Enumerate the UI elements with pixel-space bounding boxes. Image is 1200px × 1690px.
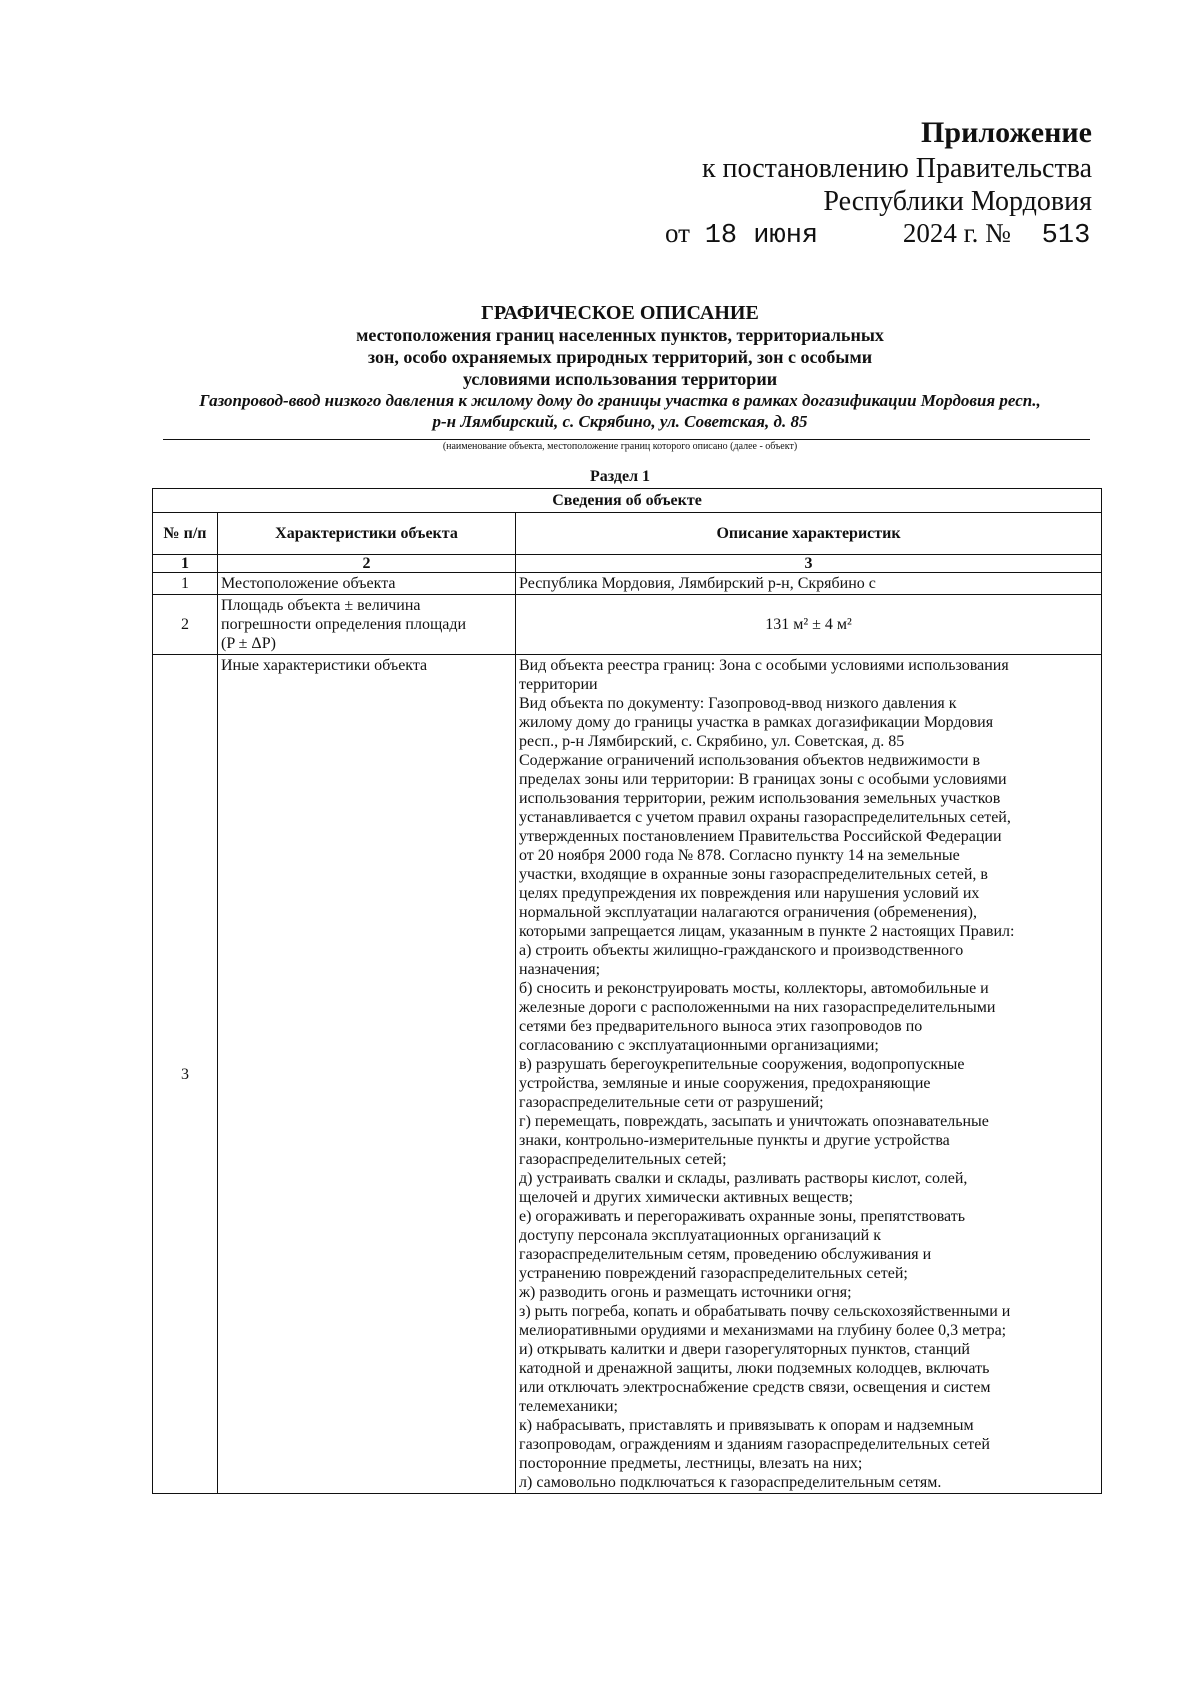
table-header-row [153,513,1102,555]
column-number: 2 [218,555,516,573]
row-description: 131 м² ± 4 м² [516,595,1102,655]
description-line: или отключать электроснабжение средств связи, освещения и систем [519,1379,991,1396]
description-line: Содержание ограничений использования объектов недвижимости в [519,752,980,769]
document-title: ГРАФИЧЕСКОЕ ОПИСАНИЕ [481,302,759,324]
appendix-title: Приложение [921,116,1092,149]
table-row [153,655,1102,1494]
column-number: 1 [153,555,218,573]
appendix-line-1: к постановлению Правительства [701,153,1092,184]
description-line: з) рыть погреба, копать и обрабатывать почву сельскохозяйственными и [519,1303,1011,1320]
date-year: 2024 г. № [902,218,1011,248]
description-line: респ., р-н Лямбирский, с. Скрябино, ул. Советская, д. 85 [519,733,905,750]
description-line: газораспределительным сетям, проведению обслуживания и [519,1246,932,1263]
description-line: устранению повреждений газораспределительных сетей; [519,1265,908,1282]
description-line: железные дороги с расположенными на них газораспределительными [519,999,996,1016]
description-line: Вид объекта реестра границ: Зона с особыми условиями использования [519,657,1009,674]
row-characteristic: Местоположение объекта [218,573,516,595]
description-line: пределах зоны или территории: В границах зоны с особыми условиями [519,771,1007,788]
date-prefix: от [665,218,690,248]
description-line: сетями без предварительного выноса этих газопроводов по [519,1018,923,1035]
title-sub-line: зон, особо охраняемых природных территорий, зон с особыми [367,347,873,367]
description-line: нормальной эксплуатации налагаются ограничения (обременения), [519,904,977,921]
description-line: к) набрасывать, приставлять и привязывать к опорам и надземным [519,1417,974,1434]
appendix-date [665,218,1090,251]
description-line: территории [519,676,598,693]
row-number: 1 [153,573,218,595]
table-row [153,595,1102,655]
appendix-line-2: Республики Мордовия [823,186,1092,217]
description-line: участки, входящие в охранные зоны газораспределительных сетей, в [519,866,988,883]
characteristic-line: (P ± ΔP) [221,635,276,652]
description-line: использования территории, режим использования земельных участков [519,790,1001,807]
description-line: газопроводам, ограждениям и зданиям газораспределительных сетей [519,1436,990,1453]
description-line: от 20 ноября 2000 года № 878. Согласно пункту 14 на земельные [519,847,960,864]
description-line: в) разрушать берегоукрепительные сооружения, водопропускные [519,1056,965,1073]
title-sub-line: местоположения границ населенных пунктов, территориальных [356,325,884,345]
column-header-characteristic: Характеристики объекта [218,513,516,555]
description-line: катодной и дренажной защиты, люки подземных колодцев, включать [519,1360,990,1377]
description-line: л) самовольно подключаться к газораспределительным сетям. [519,1474,942,1491]
section-title: Раздел 1 [589,468,651,485]
column-header-description: Описание характеристик [516,513,1102,555]
title-sub-line: условиями использования территории [462,369,778,389]
description-line: е) огораживать и перегораживать охранные зоны, препятствовать [519,1208,966,1225]
table-row [153,573,1102,595]
description-line: щелочей и других химически активных веществ; [519,1189,854,1206]
table-caption: Сведения об объекте [153,489,1102,513]
description-line: д) устраивать свалки и склады, разливать растворы кислот, солей, [519,1170,968,1187]
description-line: которыми запрещается лицам, указанным в пункте 2 настоящих Правил: [519,923,1015,940]
row-number: 2 [153,595,218,655]
description-line: утвержденных постановлением Правительства Российской Федерации [519,828,1002,845]
object-info-table [152,488,1102,1494]
description-line: целях предупреждения их повреждения или нарушения условий их [519,885,980,902]
object-name-line: р-н Лямбирский, с. Скрябино, ул. Советская, д. 85 [432,412,808,431]
column-number-row [153,555,1102,573]
title-block [140,302,1100,432]
row-number: 3 [153,655,218,1494]
object-name-underline [163,439,1090,440]
description-line: б) сносить и реконструировать мосты, коллекторы, автомобильные и [519,980,989,997]
description-line: ж) разводить огонь и размещать источники огня; [519,1284,852,1301]
description-line: жилому дому до границы участка в рамках догазификации Мордовия [519,714,994,731]
description-line: телемеханики; [519,1398,618,1415]
row-characteristic [218,595,516,655]
characteristic-line: Площадь объекта ± величина [221,597,421,614]
row-description: Республика Мордовия, Лямбирский р-н, Скрябино с [516,573,1102,595]
object-name-line: Газопровод-ввод низкого давления к жилому дому до границы участка в рамках догазификации Мордовия респ., [199,391,1041,410]
object-name-caption: (наименование объекта, местоположение границ которого описано (далее - объект) [442,441,798,452]
description-line: согласованию с эксплуатационными организациями; [519,1037,879,1054]
description-line: а) строить объекты жилищно-гражданского и производственного [519,942,964,959]
document-number: 513 [1041,221,1091,251]
description-line: газораспределительные сети от разрушений; [519,1094,824,1111]
description-line: и) открывать калитки и двери газорегуляторных пунктов, станций [519,1341,970,1358]
description-line: газораспределительных сетей; [519,1151,727,1168]
description-line: посторонние предметы, лестницы, влезать на них; [519,1455,863,1472]
column-header-number: № п/п [153,513,218,555]
description-line: г) перемещать, повреждать, засыпать и уничтожать опознавательные [519,1113,989,1130]
description-line: назначения; [519,961,601,978]
row-characteristic: Иные характеристики объекта [218,655,516,1494]
characteristic-line: погрешности определения площади [221,616,467,633]
table-caption-row [153,489,1102,513]
date-value: 18 июня [704,221,819,251]
description-line: доступу персонала эксплуатационных организаций к [519,1227,881,1244]
description-line: мелиоративными орудиями и механизмами на глубину более 0,3 метра; [519,1322,1007,1339]
description-line: устройства, земляные и иные сооружения, предохраняющие [519,1075,931,1092]
description-line: устанавливается с учетом правил охраны газораспределительных сетей, [519,809,1011,826]
description-line: знаки, контрольно-измерительные пункты и другие устройства [519,1132,950,1149]
row-description [516,655,1102,1494]
column-number: 3 [516,555,1102,573]
description-line: Вид объекта по документу: Газопровод-ввод низкого давления к [519,695,957,712]
